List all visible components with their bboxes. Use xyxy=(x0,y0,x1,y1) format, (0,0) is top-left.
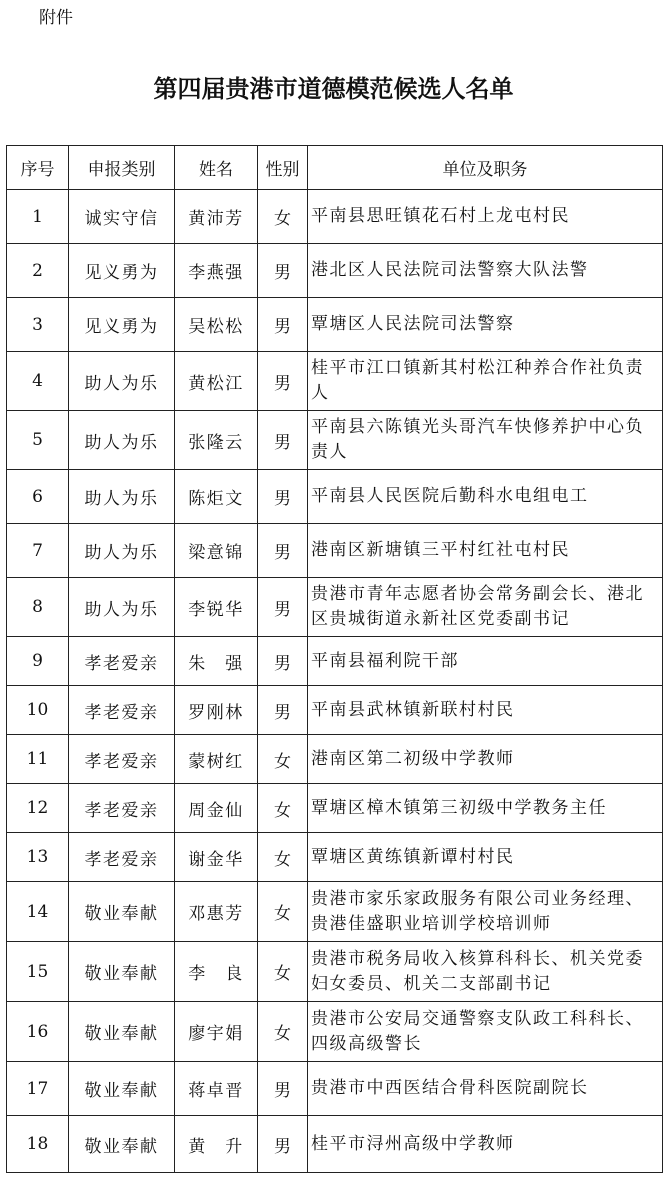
cell-seq: 16 xyxy=(7,1002,69,1062)
cell-unit: 覃塘区樟木镇第三初级中学教务主任 xyxy=(308,784,663,833)
cell-seq: 10 xyxy=(7,686,69,735)
cell-category: 助人为乐 xyxy=(69,524,175,578)
cell-seq: 17 xyxy=(7,1062,69,1116)
cell-gender: 男 xyxy=(258,244,308,298)
table-row xyxy=(7,1002,663,1062)
cell-seq: 1 xyxy=(7,190,69,244)
cell-name: 罗刚林 xyxy=(175,686,258,735)
cell-unit: 覃塘区人民法院司法警察 xyxy=(308,298,663,352)
table-row xyxy=(7,784,663,833)
cell-category: 助人为乐 xyxy=(69,578,175,637)
cell-gender: 男 xyxy=(258,1116,308,1173)
cell-unit: 平南县六陈镇光头哥汽车快修养护中心负责人 xyxy=(308,411,663,470)
cell-name: 张隆云 xyxy=(175,411,258,470)
cell-unit: 平南县思旺镇花石村上龙屯村民 xyxy=(308,190,663,244)
cell-seq: 4 xyxy=(7,352,69,411)
cell-name: 梁意锦 xyxy=(175,524,258,578)
header-name: 姓名 xyxy=(175,146,258,190)
table-row xyxy=(7,470,663,524)
cell-seq: 2 xyxy=(7,244,69,298)
cell-gender: 女 xyxy=(258,784,308,833)
candidate-table xyxy=(6,145,663,1173)
cell-unit: 贵港市中西医结合骨科医院副院长 xyxy=(308,1062,663,1116)
cell-unit: 平南县武林镇新联村村民 xyxy=(308,686,663,735)
attachment-label: 附件 xyxy=(39,8,73,28)
cell-unit: 平南县人民医院后勤科水电组电工 xyxy=(308,470,663,524)
cell-name: 谢金华 xyxy=(175,833,258,882)
cell-category: 诚实守信 xyxy=(69,190,175,244)
cell-unit: 港南区新塘镇三平村红社屯村民 xyxy=(308,524,663,578)
cell-gender: 男 xyxy=(258,352,308,411)
cell-category: 见义勇为 xyxy=(69,298,175,352)
cell-gender: 男 xyxy=(258,686,308,735)
cell-gender: 女 xyxy=(258,942,308,1002)
cell-gender: 男 xyxy=(258,578,308,637)
cell-category: 助人为乐 xyxy=(69,470,175,524)
cell-name: 邓惠芳 xyxy=(175,882,258,942)
cell-category: 助人为乐 xyxy=(69,352,175,411)
cell-category: 敬业奉献 xyxy=(69,1116,175,1173)
cell-category: 敬业奉献 xyxy=(69,882,175,942)
cell-name: 廖宇娟 xyxy=(175,1002,258,1062)
header-category: 申报类别 xyxy=(69,146,175,190)
cell-seq: 14 xyxy=(7,882,69,942)
cell-name: 周金仙 xyxy=(175,784,258,833)
cell-category: 孝老爱亲 xyxy=(69,735,175,784)
table-row xyxy=(7,833,663,882)
cell-seq: 5 xyxy=(7,411,69,470)
header-row xyxy=(7,146,663,190)
table-header xyxy=(7,146,663,190)
cell-gender: 男 xyxy=(258,470,308,524)
table-row xyxy=(7,637,663,686)
cell-category: 敬业奉献 xyxy=(69,1002,175,1062)
cell-gender: 男 xyxy=(258,411,308,470)
table-row xyxy=(7,524,663,578)
table-row xyxy=(7,882,663,942)
cell-gender: 女 xyxy=(258,833,308,882)
cell-seq: 6 xyxy=(7,470,69,524)
cell-gender: 女 xyxy=(258,882,308,942)
cell-unit: 桂平市浔州高级中学教师 xyxy=(308,1116,663,1173)
cell-category: 助人为乐 xyxy=(69,411,175,470)
header-seq: 序号 xyxy=(7,146,69,190)
cell-seq: 11 xyxy=(7,735,69,784)
cell-seq: 8 xyxy=(7,578,69,637)
cell-unit: 平南县福利院干部 xyxy=(308,637,663,686)
cell-gender: 女 xyxy=(258,735,308,784)
table-row xyxy=(7,298,663,352)
cell-unit: 覃塘区黄练镇新谭村村民 xyxy=(308,833,663,882)
cell-category: 见义勇为 xyxy=(69,244,175,298)
cell-seq: 12 xyxy=(7,784,69,833)
cell-seq: 15 xyxy=(7,942,69,1002)
cell-gender: 男 xyxy=(258,1062,308,1116)
cell-category: 孝老爱亲 xyxy=(69,637,175,686)
table-row xyxy=(7,244,663,298)
cell-name: 吴松松 xyxy=(175,298,258,352)
cell-seq: 7 xyxy=(7,524,69,578)
cell-name: 黄沛芳 xyxy=(175,190,258,244)
cell-name: 李燕强 xyxy=(175,244,258,298)
table-body xyxy=(7,190,663,1173)
cell-seq: 18 xyxy=(7,1116,69,1173)
cell-category: 孝老爱亲 xyxy=(69,686,175,735)
cell-unit: 港北区人民法院司法警察大队法警 xyxy=(308,244,663,298)
document-title: 第四届贵港市道德模范候选人名单 xyxy=(153,75,514,103)
table-row xyxy=(7,578,663,637)
cell-category: 孝老爱亲 xyxy=(69,784,175,833)
cell-name: 李 良 xyxy=(175,942,258,1002)
cell-name: 蒙树红 xyxy=(175,735,258,784)
table-row xyxy=(7,735,663,784)
cell-name: 李锐华 xyxy=(175,578,258,637)
cell-name: 朱 强 xyxy=(175,637,258,686)
cell-unit: 贵港市家乐家政服务有限公司业务经理、贵港佳盛职业培训学校培训师 xyxy=(308,882,663,942)
cell-category: 敬业奉献 xyxy=(69,942,175,1002)
cell-name: 黄松江 xyxy=(175,352,258,411)
cell-name: 陈炬文 xyxy=(175,470,258,524)
header-gender: 性别 xyxy=(258,146,308,190)
cell-name: 黄 升 xyxy=(175,1116,258,1173)
table-row xyxy=(7,411,663,470)
table-row xyxy=(7,942,663,1002)
cell-unit: 港南区第二初级中学教师 xyxy=(308,735,663,784)
cell-unit: 贵港市青年志愿者协会常务副会长、港北区贵城街道永新社区党委副书记 xyxy=(308,578,663,637)
cell-seq: 9 xyxy=(7,637,69,686)
header-unit: 单位及职务 xyxy=(308,146,663,190)
cell-seq: 13 xyxy=(7,833,69,882)
cell-gender: 女 xyxy=(258,190,308,244)
table-row xyxy=(7,190,663,244)
cell-gender: 女 xyxy=(258,1002,308,1062)
table-row xyxy=(7,1116,663,1173)
cell-unit: 桂平市江口镇新其村松江种养合作社负责人 xyxy=(308,352,663,411)
cell-unit: 贵港市税务局收入核算科科长、机关党委妇女委员、机关二支部副书记 xyxy=(308,942,663,1002)
cell-category: 孝老爱亲 xyxy=(69,833,175,882)
cell-gender: 男 xyxy=(258,637,308,686)
cell-name: 蒋卓晋 xyxy=(175,1062,258,1116)
table-row xyxy=(7,352,663,411)
cell-category: 敬业奉献 xyxy=(69,1062,175,1116)
cell-unit: 贵港市公安局交通警察支队政工科科长、四级高级警长 xyxy=(308,1002,663,1062)
cell-gender: 男 xyxy=(258,524,308,578)
cell-gender: 男 xyxy=(258,298,308,352)
table-row xyxy=(7,1062,663,1116)
cell-seq: 3 xyxy=(7,298,69,352)
table-row xyxy=(7,686,663,735)
